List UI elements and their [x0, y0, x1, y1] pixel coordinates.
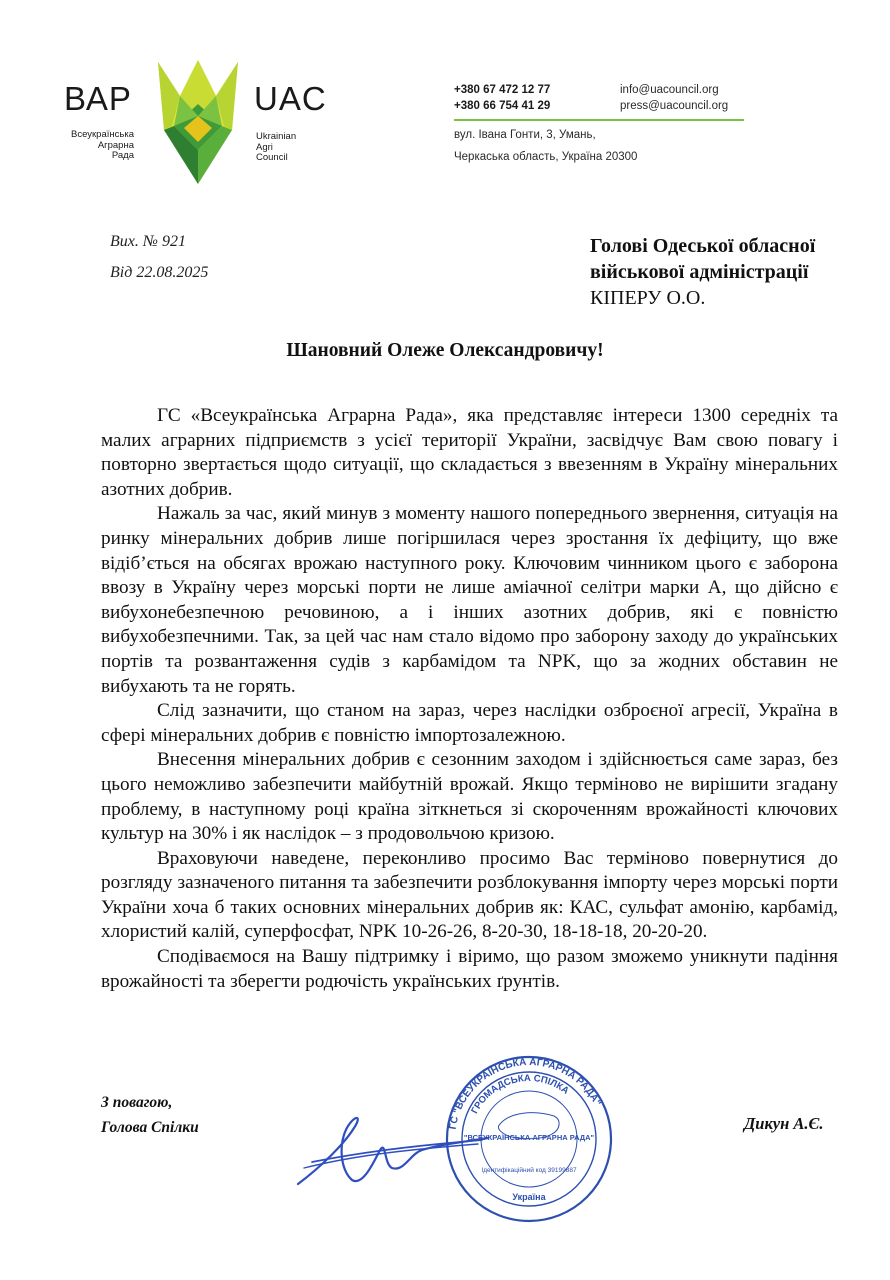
body-paragraph: Сподіваємося на Вашу підтримку і віримо, що разом зможемо уникнути падіння врожайності та зберегти родючість українських ґрунтів.: [101, 946, 838, 992]
addressee-block: [590, 233, 815, 311]
body-paragraph: ГС «Всеукраїнська Аграрна Рада», яка представляє інтереси 1300 середніх та малих аграрних підприємств з усієї території України, засвідчує Вам свою повагу і повторно звертається щодо ситуації, що складається з ввезенням в Україну мінеральних азотних добрив.: [101, 405, 838, 500]
postal-address: [454, 124, 637, 168]
salutation: Шановний Олеже Олександровичу!: [286, 340, 604, 361]
closing-block: [101, 1090, 199, 1140]
trident-logo-icon: [150, 56, 246, 188]
brand-left-subtitle: [64, 130, 134, 162]
brand-right-subtitle-line: Ukrainian: [256, 131, 297, 142]
addressee-line: Голові Одеської обласної: [590, 235, 816, 257]
email-list: [620, 82, 728, 114]
official-stamp: [444, 1054, 614, 1224]
stamp-outer-text: ГС "ВСЕУКРАЇНСЬКА АГРАРНА РАДА": [447, 1056, 603, 1131]
svg-text:ГС "ВСЕУКРАЇНСЬКА АГРАРНА РАДА: [448, 1057, 603, 1130]
outgoing-number: Вих. № 921: [110, 233, 186, 250]
phone-number[interactable]: +380 67 472 12 77: [454, 84, 551, 96]
addressee-name: КІПЕРУ О.О.: [590, 287, 706, 309]
brand-right-subtitle-line: Council: [256, 152, 288, 163]
contact-divider: [454, 119, 744, 121]
stamp-center-name: "ВСЕУКРАЇНСЬКА АГРАРНА РАДА": [463, 1133, 595, 1142]
body-paragraph: Враховуючи наведене, переконливо просимо Вас терміново повернутися до розгляду зазначеного питання та забезпечити розблокування імпорту через морські порти України хоча б таких основних мінеральних добрив як: КАС, сульфат амонію, карбамід, хлористий калій, суперфосфат, NPK 10-26-26, 8-20-30, 18-18-18, 20-20-20.: [101, 847, 838, 943]
brand-left-subtitle-line: Аграрна: [97, 139, 134, 151]
body-paragraph: Слід зазначити, що станом на зараз, через наслідки озброєної агресії, Україна в сфері мінеральних добрив є повністю імпортозалежною.: [101, 700, 838, 746]
brand-right-logotype: UAC: [254, 80, 327, 117]
address-line: Черкаська область, Україна 20300: [454, 151, 638, 163]
body-paragraph: Нажаль за час, який минув з моменту нашого попереднього звернення, ситуація на ринку мінеральних добрив лише погіршилася через зростання їх дефіциту, що вже відіб’ється на обсягах врожаю наступного року. Ключовим чинником цього є заборона ввозу в Україну через морські порти не лише аміачної селітри марки А, що дійсно є вибухонебезпечною речовиною, а і інших азотних добрив, які є повністю вибухобезпечними. Так, за цей час нам стало відомо про заборону заходу до українських портів та розвантаження судів з карбамідом та NPK, що за жодних обставин не вибухають та не горять.: [101, 503, 838, 697]
email-link[interactable]: info@uacouncil.org: [620, 84, 719, 96]
brand-right-subtitle: [256, 132, 296, 164]
address-line: вул. Івана Гонти, 3, Умань,: [454, 129, 596, 141]
brand-left-subtitle-line: Рада: [111, 150, 134, 161]
letter-date: Від 22.08.2025: [110, 264, 209, 281]
stamp-seal-icon: [444, 1054, 614, 1224]
stamp-id-code: Ідентифікаційний код 39199887: [481, 1167, 577, 1174]
signer-name: Дикун А.Є.: [744, 1114, 824, 1133]
signer-position: Голова Спілки: [101, 1119, 199, 1136]
email-link[interactable]: press@uacouncil.org: [620, 100, 729, 112]
addressee-line: військової адміністрації: [590, 261, 809, 283]
body-paragraph: Внесення мінеральних добрив є сезонним заходом і здійснюється саме зараз, без цього неможливо забезпечити майбутній врожай. Якщо терміново не вирішити згадану проблему, в наступному році країна зіткнеться зі скороченням врожайності ключових культур на 30% і як наслідок – з продовольчою кризою.: [101, 749, 838, 845]
stamp-org-type: ГРОМАДСЬКА СПІЛКА: [469, 1072, 571, 1116]
closing-phrase: З повагою,: [101, 1094, 173, 1111]
phone-list: [454, 82, 550, 114]
brand-right-subtitle-line: Agri: [256, 141, 273, 153]
brand-left-subtitle-line: Всеукраїнська: [71, 129, 134, 140]
stamp-country: Україна: [512, 1192, 546, 1202]
brand-left-logotype: ВАР: [64, 80, 132, 117]
phone-number[interactable]: +380 66 754 41 29: [454, 100, 551, 112]
letter-body: [101, 404, 838, 994]
